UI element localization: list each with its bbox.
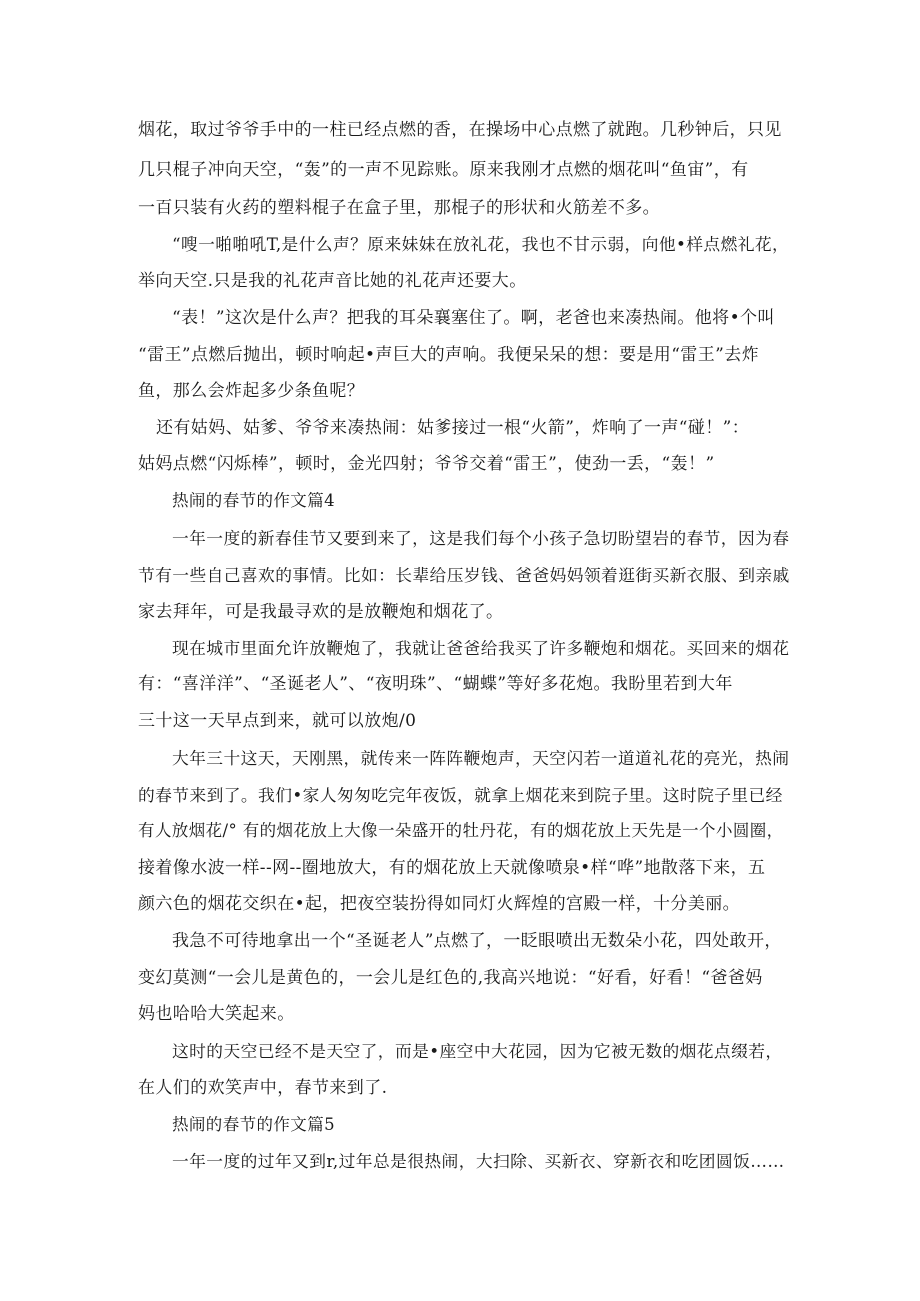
text-line: 举向天空.只是我的礼花声音比她的礼花声还要大。 (138, 271, 527, 291)
text-line: 这时的天空已经不是天空了，而是•座空中大花园，因为它被无数的烟花点缀若， (172, 1041, 783, 1061)
text-line: 一百只装有火药的塑料棍子在盒子里，那棍子的形状和火筋差不多。 (138, 198, 660, 218)
text-line: 还有姑妈、姑爹、爷爷来凑热闹：姑爹接过一根“火箭”，炸响了一声“碰！”： (156, 418, 750, 438)
text-line: 的春节来到了。我们•家人匆匆吃完年夜饭，就拿上烟花来到院子里。这时院子里已经 (138, 785, 783, 805)
text-line: 烟花，取过爷爷手中的一柱已经点燃的香，在操场中心点燃了就跑。几秒钟后，只见 (138, 120, 782, 140)
text-line: 现在城市里面允许放鞭炮了，我就让爸爸给我买了许多鞭炮和烟花。买回来的烟花 (172, 638, 790, 658)
section-heading: 热闹的春节的作文篇5 (172, 1115, 335, 1134)
text-line: 姑妈点燃“闪烁棒”，顿时，金光四射；爷爷交着“雷王”，使劲一丢，“轰！” (138, 454, 715, 474)
text-line: 一年一度的新春佳节又要到来了，这是我们每个小孩子急切盼望岩的春节，因为春 (172, 528, 790, 548)
text-line: 有人放烟花/° 有的烟花放上大像一朵盛开的牡丹花，有的烟花放上天先是一个小圆圈， (138, 821, 784, 840)
text-line: “嗖一啪啪吼T,是什么声？原来妹妹在放礼花，我也不甘示弱，向他•样点燃礼花， (172, 234, 790, 254)
text-line: 鱼，那么会炸起多少条鱼呢？ (138, 381, 365, 401)
text-line: 家去拜年，可是我最寻欢的是放鞭炮和烟花了。 (138, 602, 504, 622)
text-line: 大年三十这天，天刚黑，就传来一阵阵鞭炮声，天空闪若一道道礼花的亮光，热闹 (172, 748, 790, 768)
section-heading: 热闹的春节的作文篇4 (172, 491, 335, 510)
text-line: 一年一度的过年又到r,过年总是很热闹，大扫除、买新衣、穿新衣和吃团圆饭…… (172, 1151, 785, 1171)
text-line: 几只棍子冲向天空，“轰”的一声不见踪账。原来我刚才点燃的烟花叫“鱼宙”，有 (138, 160, 749, 180)
text-line: 颜六色的烟花交织在•起，把夜空装扮得如同灯火辉煌的宫殿一样，十分美丽。 (138, 894, 741, 914)
text-line: 我急不可待地拿出一个“圣诞老人”点燃了，一眨眼喷出无数朵小花，四处敢开， (172, 931, 782, 951)
text-line: 接着像水波一样--网--圈地放大，有的烟花放上天就像喷泉•样“哗”地散落下来，五 (138, 858, 766, 878)
text-line: 变幻莫测“一会儿是黄色的，一会儿是红色的,我高兴地说：“好看，好看！“爸爸妈 (138, 968, 763, 988)
text-line: 节有一些自己喜欢的事情。比如：长辈给压岁钱、爸爸妈妈领着逛街买新衣服、到亲戚 (138, 565, 790, 585)
text-line: “表！”这次是什么声？把我的耳朵襄塞住了。啊，老爸也来凑热闹。他将•个叫 (172, 308, 775, 328)
text-line: 三十这一天早点到来，就可以放炮/0 (138, 711, 417, 731)
text-line: 有：“喜洋洋”、“圣诞老人”、“夜明珠”、“蝴蝶”等好多花炮。我盼里若到大年 (138, 674, 733, 694)
text-line: “雷王”点燃后抛出，顿时响起•声巨大的声响。我便呆呆的想：要是用“雷王”去炸 (138, 345, 759, 365)
text-line: 在人们的欢笑声中，春节来到了. (138, 1078, 388, 1098)
text-line: 妈也哈哈大笑起来。 (138, 1004, 295, 1024)
